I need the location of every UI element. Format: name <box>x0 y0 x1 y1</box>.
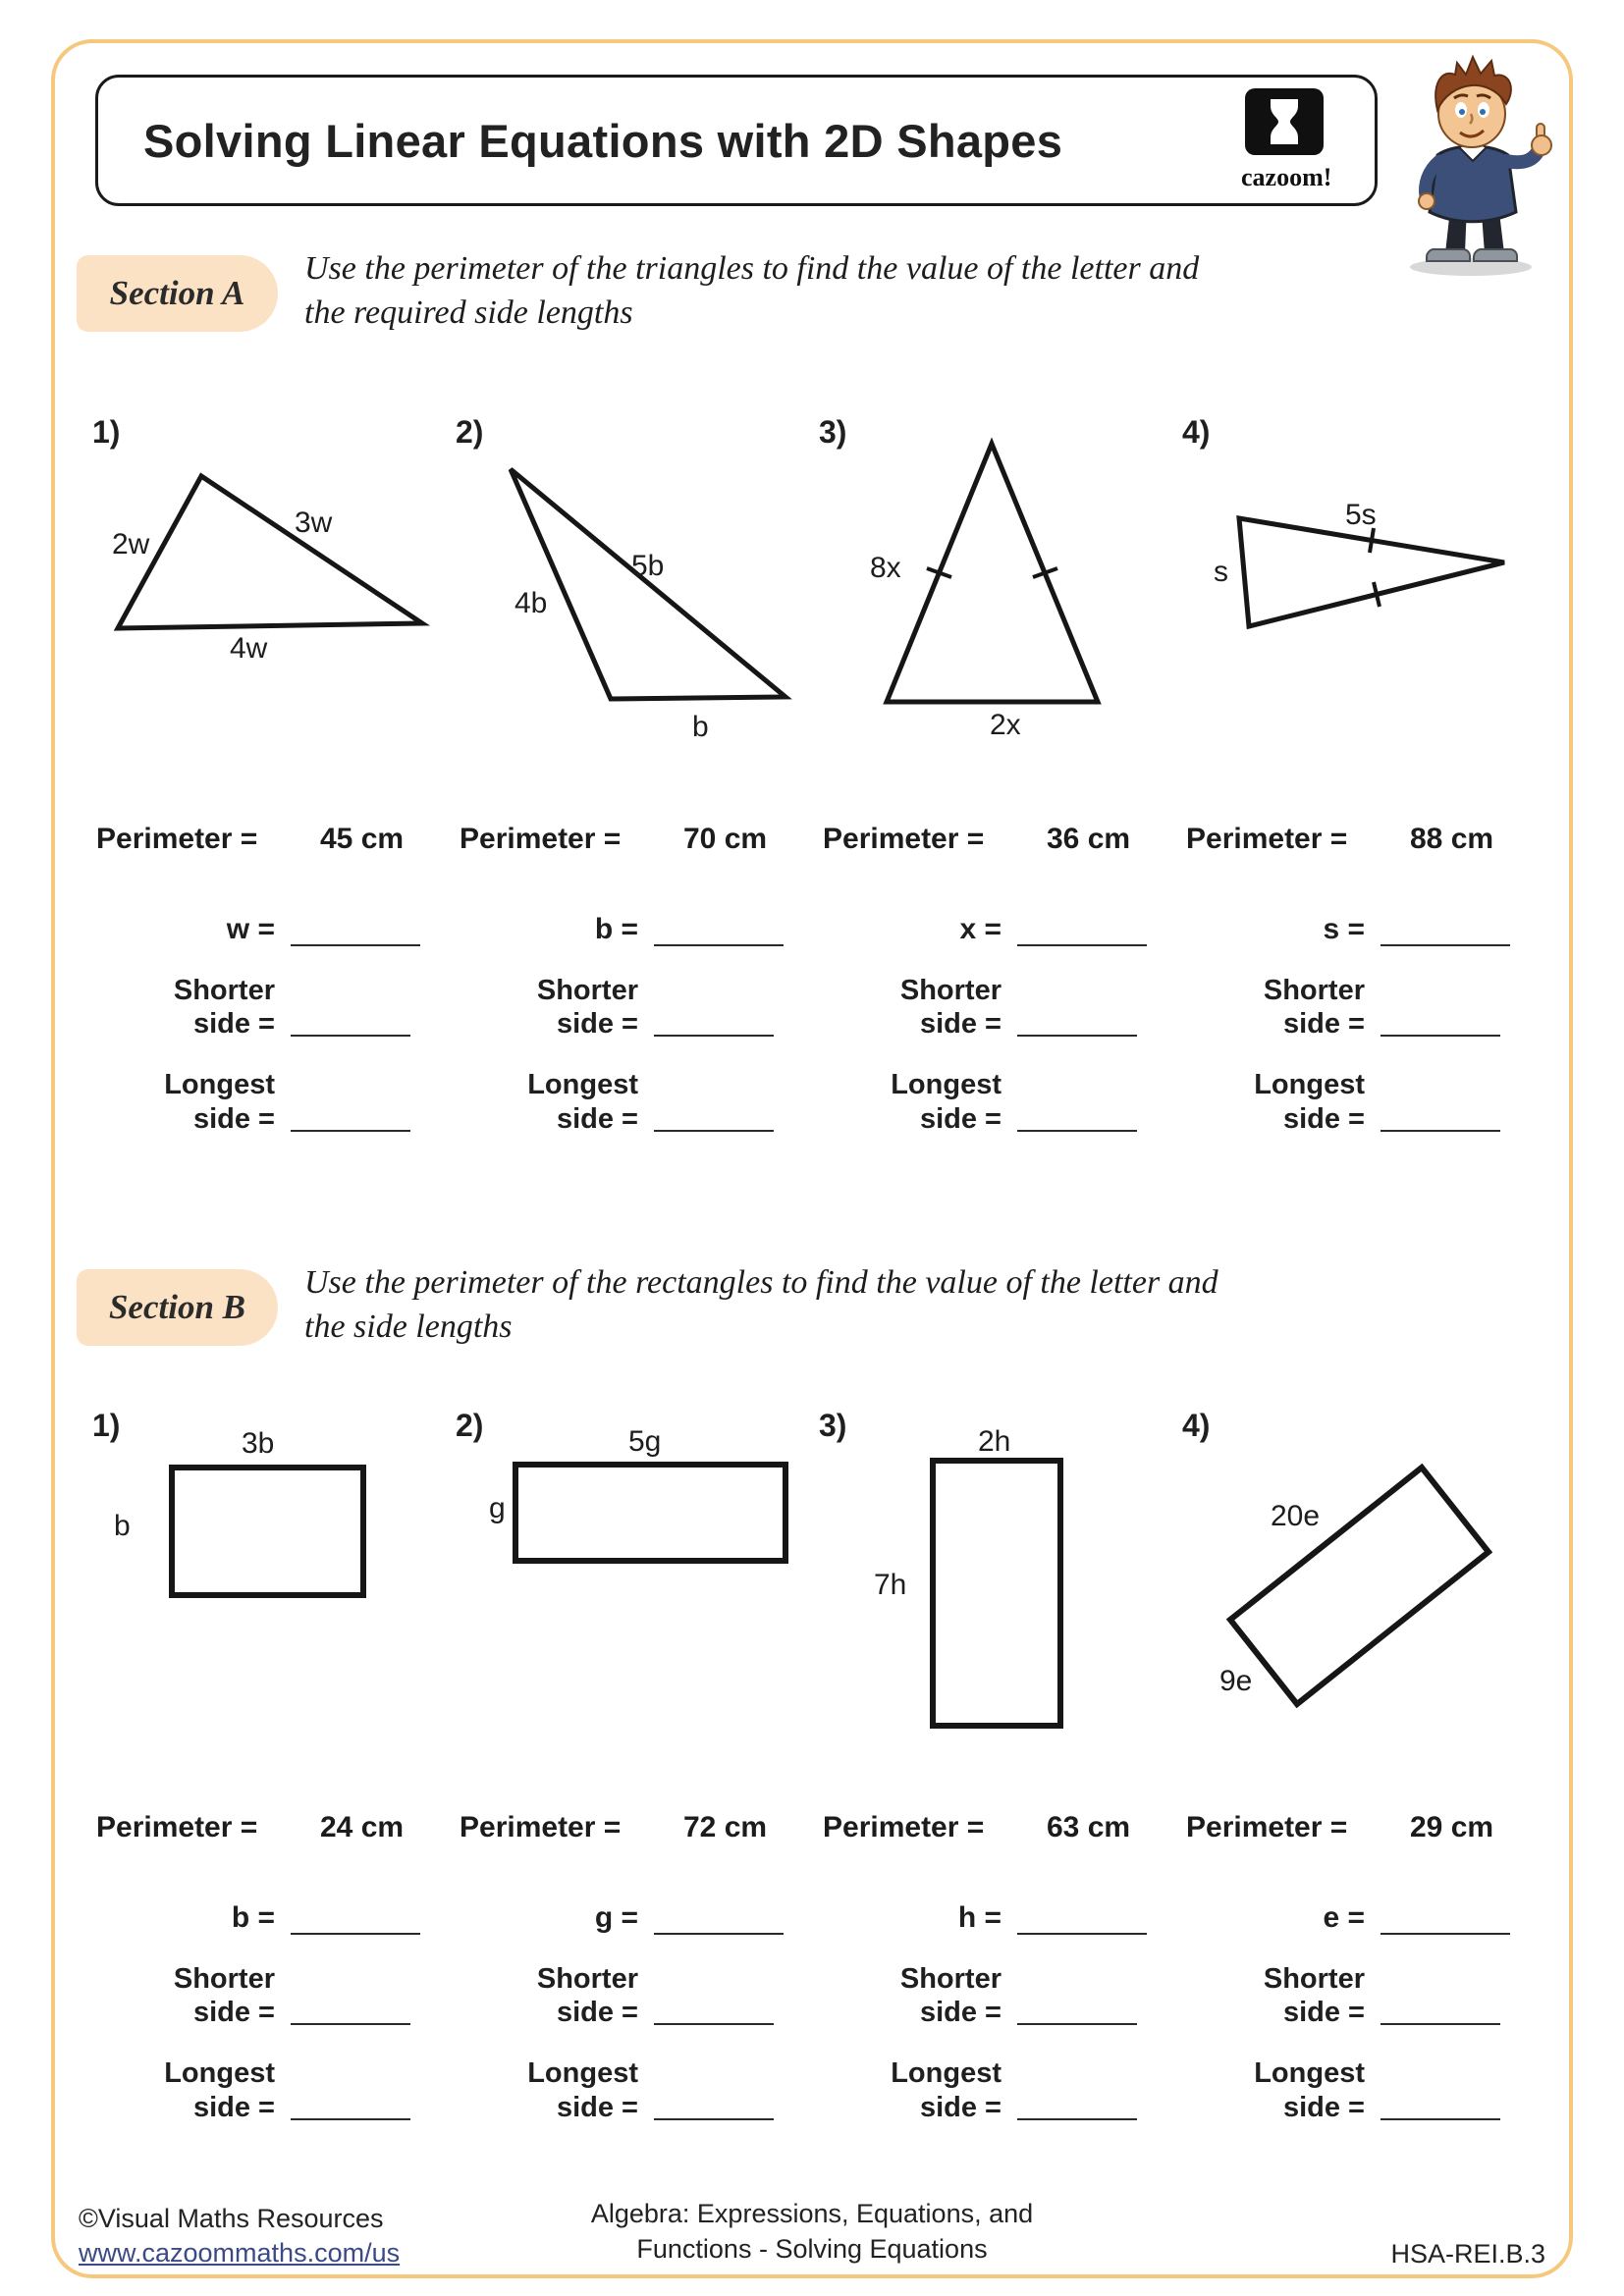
side-label: 2h <box>978 1425 1011 1458</box>
problem-a3 <box>813 414 1176 1136</box>
perimeter-value: 24 cm <box>320 1811 405 1843</box>
instruction-line: the side lengths <box>304 1308 513 1345</box>
letter-label: g = <box>594 1901 638 1934</box>
section-b-badge <box>77 1269 278 1346</box>
triangle-2 <box>450 459 813 823</box>
shorter-side-label: Shorter side = <box>173 975 275 1041</box>
perimeter-label: Perimeter = <box>1186 1811 1348 1843</box>
shorter-side-label: Shorter side = <box>1263 1963 1365 2029</box>
answer-blank <box>654 1027 774 1037</box>
answers-block <box>86 1811 450 2124</box>
perimeter-value: 63 cm <box>1047 1811 1131 1843</box>
perimeter-value: 29 cm <box>1410 1811 1494 1843</box>
triangle-1 <box>86 459 450 823</box>
answer-blank <box>654 1122 774 1132</box>
section-a-problems <box>86 414 1540 1136</box>
side-label: s <box>1214 556 1228 588</box>
footer-standard-code: HSA-REI.B.3 <box>1390 2239 1545 2269</box>
perimeter-value: 88 cm <box>1410 823 1494 855</box>
answer-blank <box>291 1122 410 1132</box>
triangle-figure <box>86 459 450 823</box>
problem-a4 <box>1176 414 1540 1136</box>
shorter-side-label: Shorter side = <box>1263 975 1365 1041</box>
answer-blank <box>291 1903 420 1935</box>
footer-subject <box>591 2197 1033 2267</box>
problem-b2 <box>450 1408 813 2124</box>
footer-url-link[interactable]: www.cazoommaths.com/us <box>79 2238 401 2269</box>
answer-blank <box>291 915 420 946</box>
title-box <box>95 75 1378 206</box>
answers-block <box>813 1811 1176 2124</box>
problem-number: 1) <box>92 414 121 450</box>
triangle-figure <box>813 459 1176 823</box>
problem-number: 4) <box>1182 1408 1211 1443</box>
side-label: 9e <box>1219 1665 1253 1697</box>
perimeter-label: Perimeter = <box>96 1811 258 1843</box>
letter-label: b = <box>231 1901 275 1934</box>
cazoom-logo <box>1241 87 1332 192</box>
side-label: 5s <box>1345 499 1377 531</box>
answer-blank <box>1017 1903 1147 1935</box>
side-label: 5g <box>628 1425 662 1458</box>
perimeter-label: Perimeter = <box>1186 823 1348 855</box>
mascot-illustration <box>1373 45 1574 281</box>
footer-credit-block <box>79 2202 400 2271</box>
answers-block <box>86 823 450 1136</box>
longest-side-label: Longest side = <box>527 1069 638 1135</box>
footer-credit: ©Visual Maths Resources <box>79 2203 384 2233</box>
side-label: 4b <box>514 587 548 619</box>
perimeter-label: Perimeter = <box>460 823 622 855</box>
footer <box>79 2197 1545 2271</box>
footer-subject-line: Algebra: Expressions, Equations, and <box>590 2199 1034 2228</box>
cazoom-logo-text: cazoom! <box>1241 163 1332 191</box>
cazoom-logo-icon <box>1244 87 1325 156</box>
rectangle-figure <box>813 1425 1176 1811</box>
longest-side-label: Longest side = <box>164 1069 275 1135</box>
triangle-figure <box>1176 459 1540 823</box>
side-label: 7h <box>874 1569 907 1601</box>
section-b-problems <box>86 1408 1540 2124</box>
problem-number: 3) <box>819 1408 847 1443</box>
answer-blank <box>291 2015 410 2025</box>
side-label: 3w <box>295 507 333 539</box>
letter-label: e = <box>1323 1901 1365 1934</box>
side-label: 8x <box>870 552 901 584</box>
answer-blank <box>1017 2110 1137 2120</box>
letter-label: w = <box>226 913 275 945</box>
letter-label: x = <box>959 913 1001 945</box>
answer-blank <box>1380 915 1510 946</box>
instruction-line: the required side lengths <box>304 294 633 331</box>
perimeter-value: 36 cm <box>1047 823 1131 855</box>
answer-blank <box>1380 1903 1510 1935</box>
answers-block <box>1176 1811 1540 2124</box>
section-b-instruction <box>304 1261 1434 1350</box>
longest-side-label: Longest side = <box>1254 1069 1365 1135</box>
letter-label: b = <box>594 913 638 945</box>
answer-blank <box>1380 2015 1500 2025</box>
answer-blank <box>1380 1027 1500 1037</box>
letter-label: h = <box>957 1901 1001 1934</box>
side-label: 3b <box>242 1427 275 1460</box>
answers-block <box>450 823 813 1136</box>
longest-side-label: Longest side = <box>1254 2057 1365 2123</box>
problem-b1 <box>86 1408 450 2124</box>
answer-blank <box>654 2110 774 2120</box>
answer-blank <box>291 1027 410 1037</box>
longest-side-label: Longest side = <box>891 1069 1001 1135</box>
letter-label: s = <box>1323 913 1365 945</box>
instruction-line: Use the perimeter of the rectangles to find the value of the letter and <box>304 1264 1218 1301</box>
problem-a1 <box>86 414 450 1136</box>
problem-b3 <box>813 1408 1176 2124</box>
page-title: Solving Linear Equations with 2D Shapes <box>143 114 1063 167</box>
answer-blank <box>1380 1122 1500 1132</box>
perimeter-value: 45 cm <box>320 823 405 855</box>
answer-blank <box>654 2015 774 2025</box>
shorter-side-label: Shorter side = <box>899 1963 1001 2029</box>
perimeter-label: Perimeter = <box>96 823 258 855</box>
rectangle-figure <box>450 1425 813 1811</box>
answer-blank <box>1380 2110 1500 2120</box>
answer-blank <box>1017 915 1147 946</box>
shorter-side-label: Shorter side = <box>536 1963 638 2029</box>
shorter-side-label: Shorter side = <box>173 1963 275 2029</box>
perimeter-label: Perimeter = <box>460 1811 622 1843</box>
answer-blank <box>654 915 784 946</box>
perimeter-value: 70 cm <box>683 823 768 855</box>
rectangle-3 <box>813 1453 1176 1811</box>
section-a-badge-label: Section A <box>109 274 245 312</box>
longest-side-label: Longest side = <box>527 2057 638 2123</box>
perimeter-label: Perimeter = <box>823 823 985 855</box>
rectangle-figure <box>1176 1453 1540 1811</box>
footer-subject-line: Functions - Solving Equations <box>636 2233 988 2264</box>
problem-number: 1) <box>92 1408 121 1443</box>
side-label: 2x <box>990 709 1021 741</box>
section-a-badge <box>77 255 278 332</box>
longest-side-label: Longest side = <box>164 2057 275 2123</box>
answer-blank <box>654 1903 784 1935</box>
rectangle-figure <box>86 1427 450 1811</box>
answer-blank <box>1017 1027 1137 1037</box>
answers-block <box>813 823 1176 1136</box>
shorter-side-label: Shorter side = <box>536 975 638 1041</box>
side-label: 20e <box>1271 1500 1321 1532</box>
answer-blank <box>291 2110 410 2120</box>
rectangle-1 <box>86 1453 450 1811</box>
side-label: 2w <box>112 528 150 561</box>
perimeter-label: Perimeter = <box>823 1811 985 1843</box>
answer-blank <box>1017 2015 1137 2025</box>
side-label: b <box>114 1510 131 1542</box>
problem-b4 <box>1176 1408 1540 2124</box>
answer-blank <box>1017 1122 1137 1132</box>
section-a-instruction <box>304 247 1434 336</box>
rectangle-4-rotated <box>1176 1453 1540 1811</box>
triangle-figure <box>450 459 813 823</box>
side-label: g <box>489 1492 506 1524</box>
perimeter-value: 72 cm <box>683 1811 768 1843</box>
problem-number: 2) <box>456 414 484 450</box>
problem-number: 2) <box>456 1408 484 1443</box>
section-b-badge-label: Section B <box>108 1288 246 1326</box>
instruction-line: Use the perimeter of the triangles to find the value of the letter and <box>304 250 1200 287</box>
problem-a2 <box>450 414 813 1136</box>
problem-number: 4) <box>1182 414 1211 450</box>
answers-block <box>450 1811 813 2124</box>
shorter-side-label: Shorter side = <box>899 975 1001 1041</box>
side-label: 4w <box>230 632 268 665</box>
side-label: 5b <box>631 550 665 582</box>
longest-side-label: Longest side = <box>891 2057 1001 2123</box>
side-label: b <box>692 711 709 743</box>
problem-number: 3) <box>819 414 847 450</box>
answers-block <box>1176 823 1540 1136</box>
